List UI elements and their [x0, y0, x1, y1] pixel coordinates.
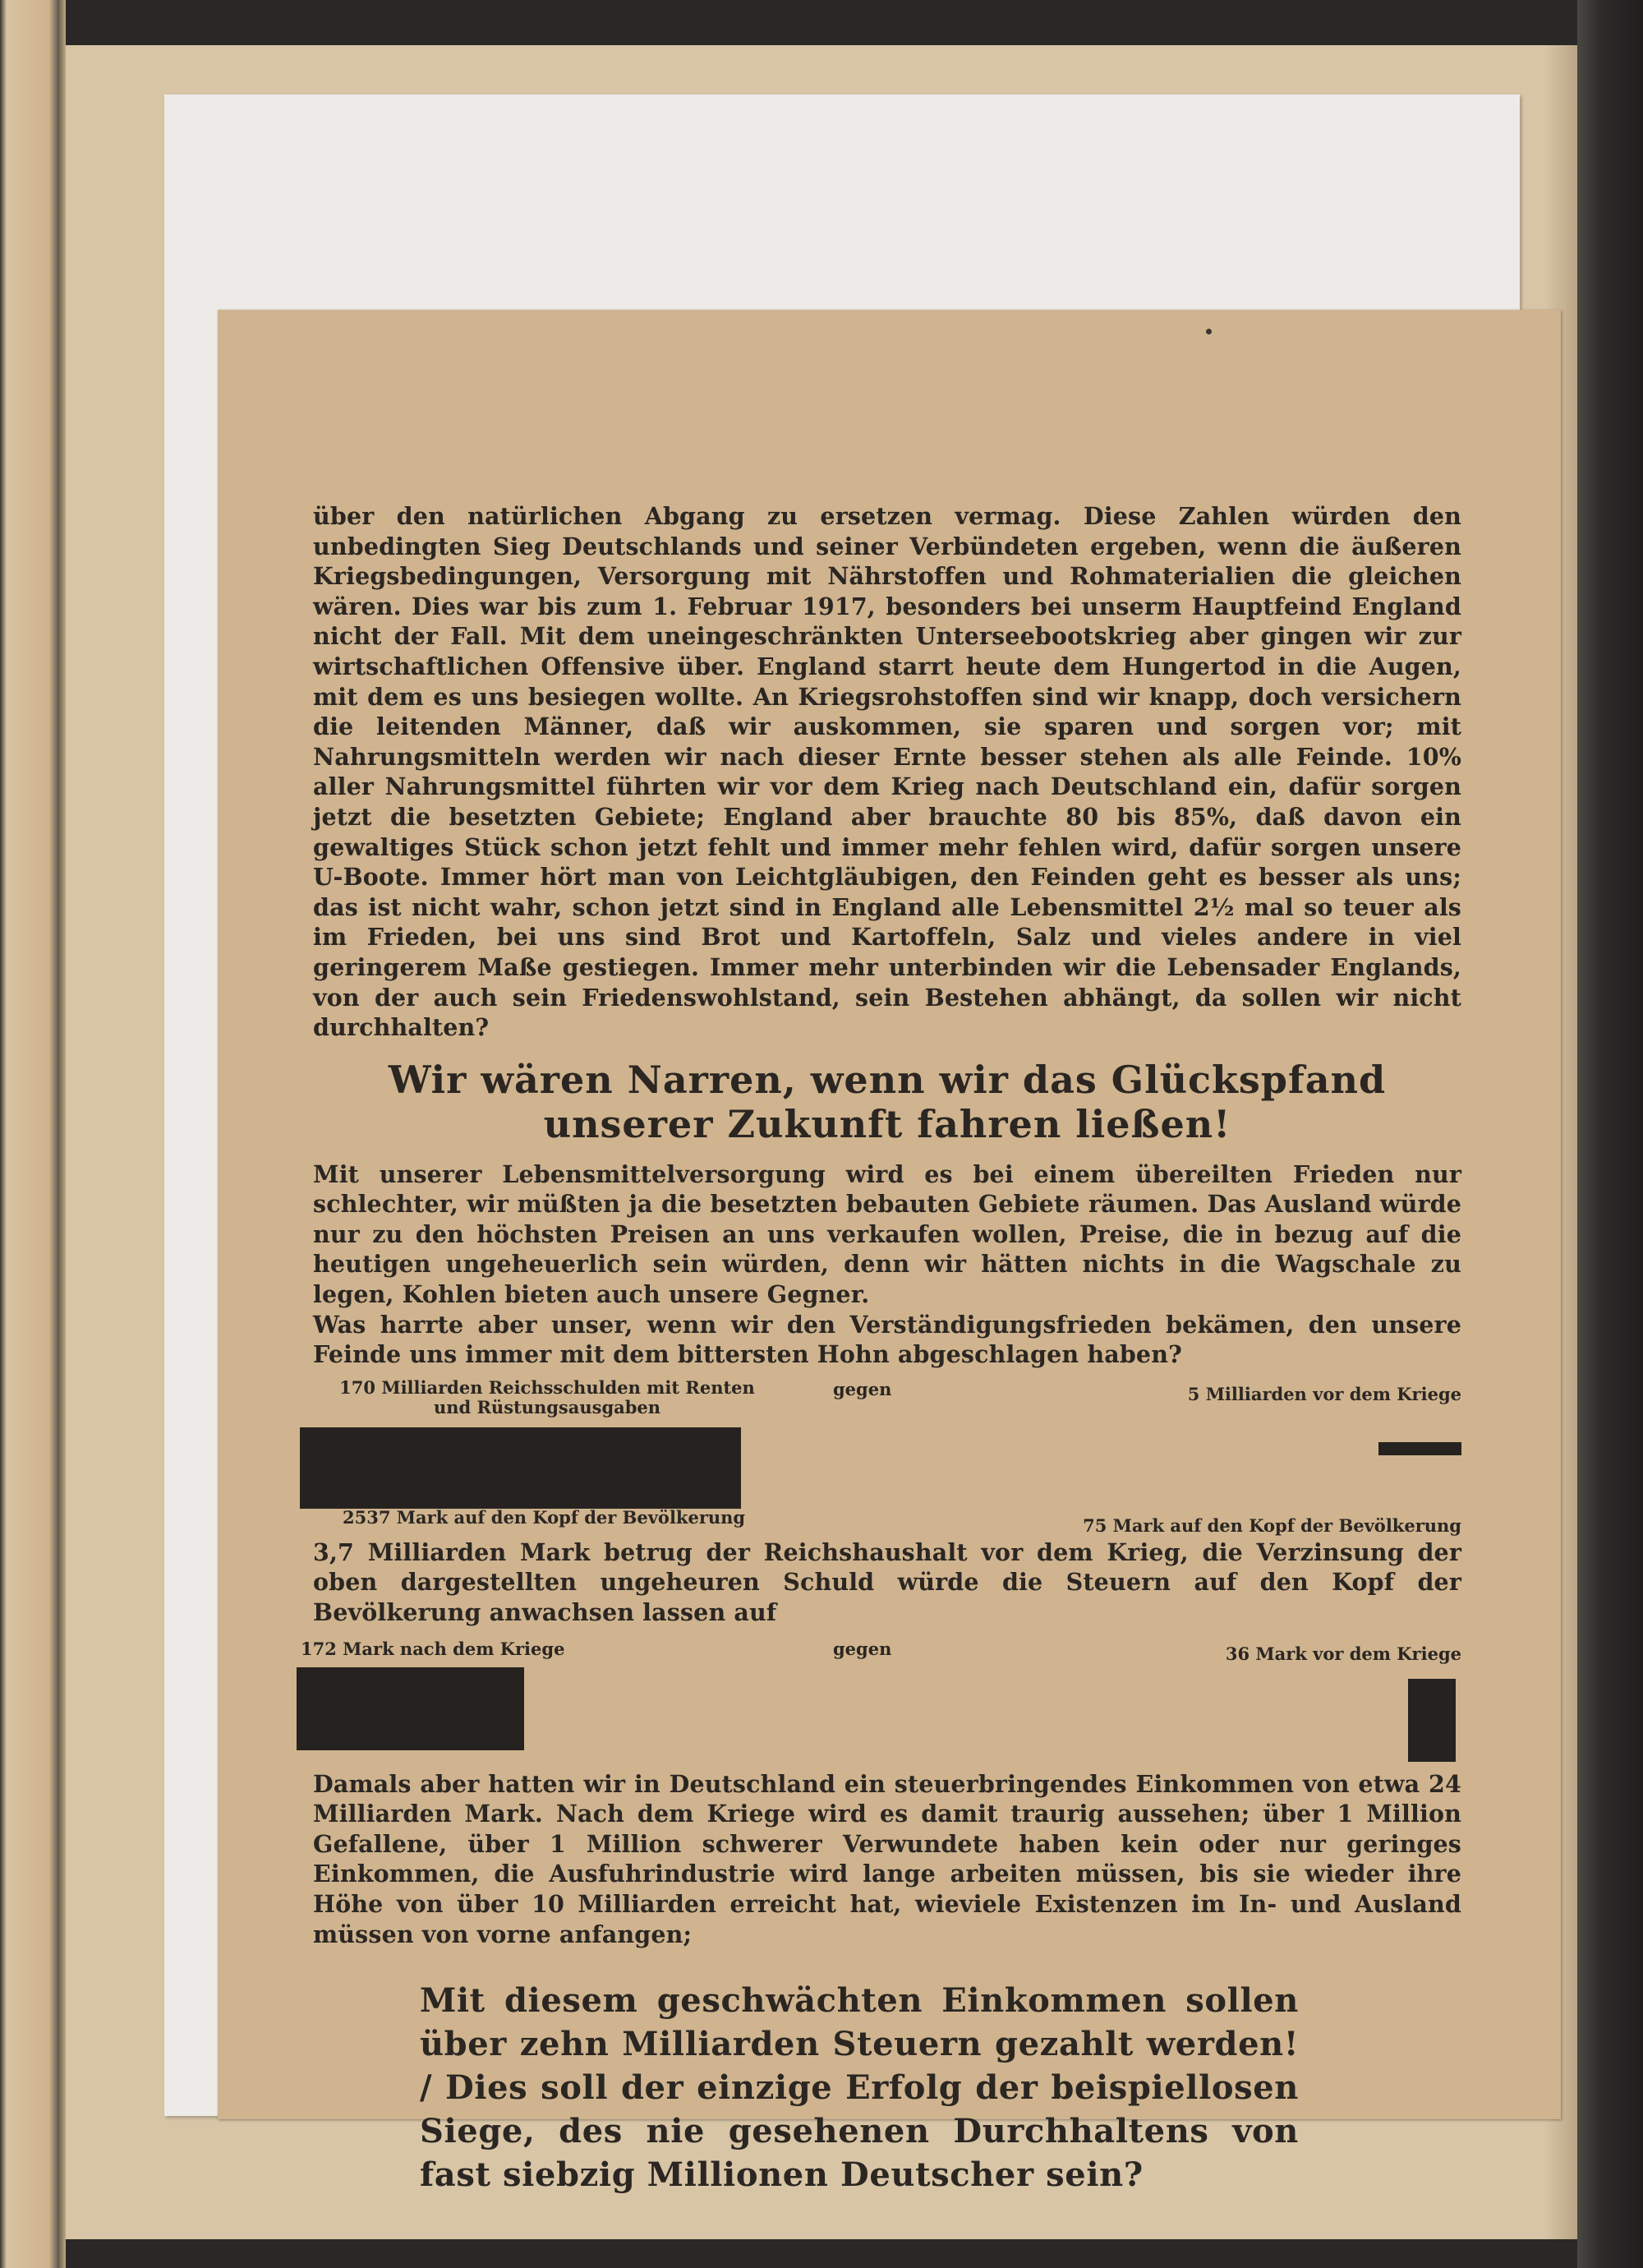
- slogan-1: [313, 1058, 1461, 1146]
- tax-after-label: 172 Mark nach dem Kriege: [301, 1638, 565, 1659]
- debt-before-label: 5 Milliarden vor dem Kriege: [1187, 1383, 1461, 1404]
- tax-before-bar: [1408, 1679, 1456, 1762]
- debt-after-per-capita: 2537 Mark auf den Kopf der Bevölkerung: [343, 1506, 746, 1528]
- paragraph-3: Was harrte aber unser, wenn wir den Verständigungsfrieden bekämen, den unsere Feinde uns immer mit dem bittersten Hohn abgeschlagen haben?: [313, 1310, 1461, 1369]
- tax-gegen: gegen: [833, 1638, 892, 1659]
- debt-gegen: gegen: [833, 1378, 892, 1399]
- slogan-1-line-1: Wir wären Narren, wenn wir das Glückspfand: [388, 1057, 1387, 1102]
- mount-sheet: [164, 94, 1520, 2195]
- tax-before-label: 36 Mark vor dem Kriege: [1225, 1643, 1461, 1664]
- debt-after-label: [334, 1378, 761, 1418]
- debt-before-bar: [1378, 1442, 1461, 1455]
- book-left-edge: [0, 0, 58, 2268]
- pin-hole: [1206, 329, 1212, 334]
- paragraph-2: Mit unserer Lebensmittelversorgung wird es bei einem übereilten Frieden nur schlechter, wir müßten ja die besetzten bebauten Gebiete räumen. Das Ausland würde nur zu den höchsten Preisen an uns verkaufen wollen, Preise, die in bezug auf die heutigen ungeheuerlich sein würden, denn wir hätten nichts in die Wagschale zu legen, Kohlen bieten auch unsere Gegner.: [313, 1159, 1461, 1309]
- paragraph-1: [313, 501, 1461, 1043]
- slogan-1-line-2: unserer Zukunft fahren ließen!: [543, 1101, 1231, 1146]
- tax-comparison-labels: [301, 1638, 1461, 1667]
- tax-after-bar: [297, 1667, 524, 1750]
- debt-bars: [313, 1421, 1461, 1506]
- debt-before-per-capita: 75 Mark auf den Kopf der Bevölkerung: [1083, 1514, 1461, 1536]
- leaflet-text: [301, 501, 1461, 2197]
- debt-after-label-line-2: und Rüstungsausgaben: [433, 1396, 661, 1418]
- paragraph-4: 3,7 Milliarden Mark betrug der Reichshaushalt vor dem Krieg, die Verzinsung der oben dargestellten ungeheuren Schuld würde die Steuern auf den Kopf der Bevölkerung anwachsen lassen auf: [313, 1537, 1461, 1627]
- leaflet: [218, 310, 1561, 2195]
- final-slogan: Mit diesem geschwächten Einkommen sollen über zehn Milliarden Steuern gezahlt werden! / Dies soll der einzige Erfolg der beispiellosen Siege, des nie gesehenen Durchhaltens von fast siebzig Millionen Deutscher sein?: [420, 1981, 1299, 2195]
- book-cover-right: [1577, 0, 1643, 2268]
- debt-captions: [313, 1506, 1461, 1536]
- paragraph-1-part-1: über den natürlichen Abgang zu ersetzen vermag. Diese Zahlen würden den unbedingten Sieg Deutschlands und seiner Verbündeten ergeben, wenn die äußeren Kriegsbedingungen, Versorgung mit Nährstoffen und Rohmaterialien die gleichen wären. Dies war bis zum 1. Februar 1917, besonders bei unserm Hauptfeind England nicht der Fall. Mit dem uneingeschränkten Unterseebootskrieg aber gingen wir zur wirtschaftlichen Offensive über. England starrt heute dem Hungertod in die Augen, mit dem es uns besiegen wollte. An Kriegsrohstoffen sind wir knapp, doch versichern die leitenden Männer, daß wir auskommen, sie sparen und sorgen vor; mit Nahrungsmitteln werden wir nach dieser Ernte besser stehen als alle Feinde. 10% aller Nahrungsmittel führten wir vor dem Krieg nach Deutschland ein, dafür sorgen jetzt die besetzten Gebiete; England aber brauchte 80 bis 85%, daß davon ein gewaltiges Stück schon jetzt fehlt und immer mehr fehlen wird, dafür sorgen unsere U-Boote. Immer hört man von Leichtgläubigen, den Feinden geht es besser als uns; das ist nicht wahr, schon jetzt sind in England: [313, 502, 1461, 921]
- debt-after-bar: [300, 1427, 741, 1509]
- book-gutter: [58, 0, 66, 2268]
- tax-bars: [313, 1667, 1461, 1769]
- paragraph-1-part-2: 2½ mal so teuer als im Frieden, bei uns sind Brot und Kartoffeln, Salz und vieles andere in viel geringerem Maße gestiegen. Immer mehr unterbinden wir die Lebensader Englands, von der auch sein Friedenswohlstand, sein Bestehen abhängt, da sollen wir nicht durchhalten?: [313, 892, 1461, 1042]
- paragraph-5: Damals aber hatten wir in Deutschland ein steuerbringendes Einkommen von etwa 24 Milliarden Mark. Nach dem Kriege wird es damit traurig aussehen; über 1 Million Gefallene, über 1 Million schwerer Verwundete haben kein oder nur geringes Einkommen, die Ausfuhrindustrie wird lange arbeiten müssen, bis sie wieder ihre Höhe von über 10 Milliarden erreicht hat, wieviele Existenzen im In- und Ausland müssen von vorne anfangen;: [313, 1769, 1461, 1948]
- paragraph-1-bold: alle Lebensmittel: [951, 892, 1184, 921]
- debt-after-label-line-1: 170 Milliarden Reichsschulden mit Renten: [339, 1376, 755, 1398]
- debt-comparison-labels: [313, 1378, 1461, 1421]
